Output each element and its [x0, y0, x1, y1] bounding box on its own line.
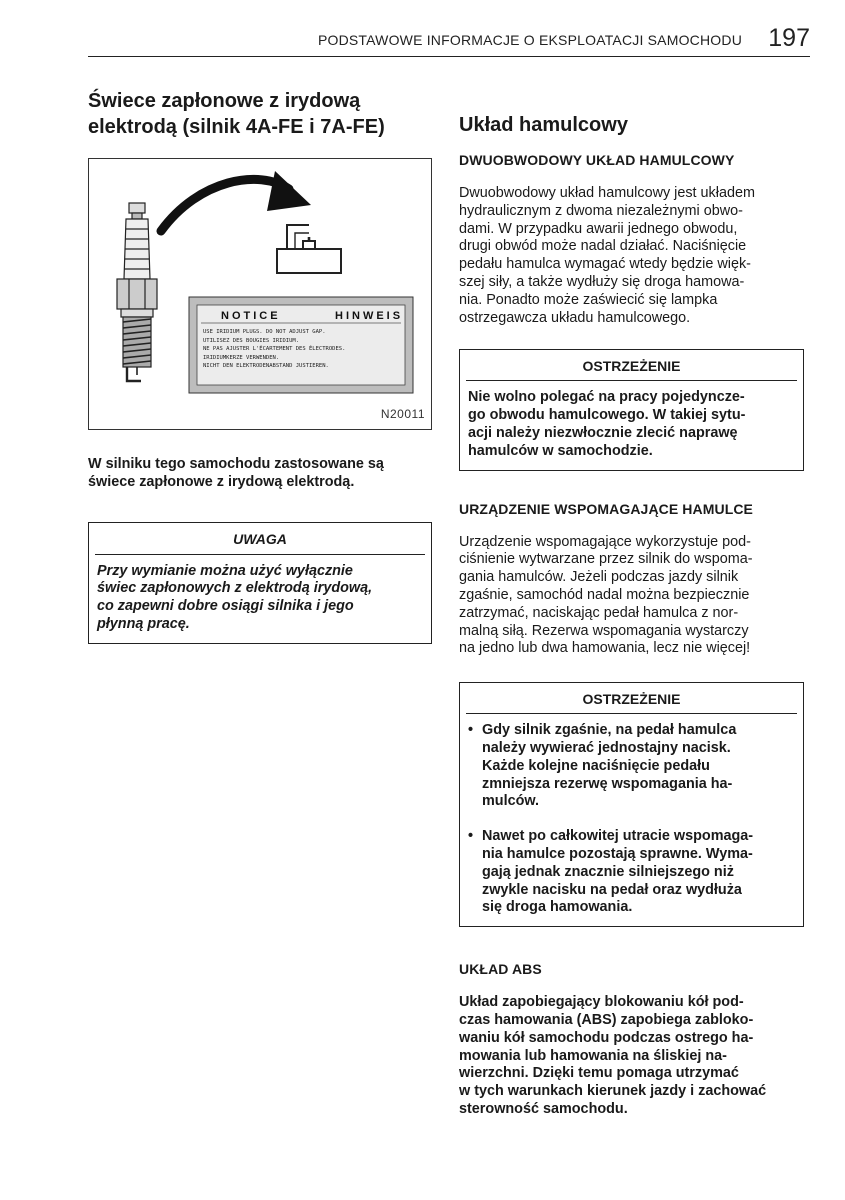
page-number: 197 [768, 24, 810, 52]
spark-plug-caption: W silniku tego samochodu zastosowane są świece zapłonowe z irydową elektrodą. [88, 456, 384, 490]
uwaga-title: UWAGA [233, 530, 287, 547]
page-header [88, 22, 810, 57]
abs-title: UKŁAD ABS [459, 961, 542, 978]
notice-label-title: NOTICE HINWEIS [221, 310, 404, 322]
brake-booster-text: Urządzenie wspomagające wykorzystuje pod- ciśnienie wytwarzane przez silnik do wspoma- gania hamulców. Jeżeli podczas jazdy silnik zgaśnie, samochód nadal można bezpiecznie zatrzymać, naciskając pedał hamulca z nor- malną siłą. Rezerwa wspomagania wystarczy na jedno lub dwa hamowania, lecz nie więcej! [459, 533, 753, 657]
bullet-icon: • [468, 722, 474, 739]
spark-plug-icon [117, 203, 157, 381]
left-column [88, 88, 432, 644]
abs-text: Układ zapobiegający blokowaniu kół pod- czas hamowania (ABS) zapobiega zabloko- waniu kół samochodu podczas ostrego ha- mowania lub hamowania na śliskiej na- wierzchni. Dzięki temu pomaga utrzymać w tych warunkach kierunek jazdy i zachować sterowność samochodu. [459, 994, 767, 1117]
spark-plug-figure [88, 158, 432, 430]
bullet-icon: • [468, 828, 474, 845]
warning-item-2: • Nawet po całkowitej utracie wspomaga- nia hamulce pozostają sprawne. Wyma- gają jednak znacznie silniejszego niż zwykle nacisku na pedał oraz wydłuża się droga hamowania. [468, 828, 754, 916]
notice-label-text: USE IRIDIUM PLUGS. DO NOT ADJUST GAP. UTILISEZ DES BOUGIES IRIDIUM. NE PAS AJUSTER L'ÉCARTEMENT DES ÉLECTRODES. IRIDIUMKERZE VERWENDEN. NICHT DEN ELEKTRODENABSTAND JUSTIEREN. [203, 329, 346, 370]
warning-box-1 [459, 349, 804, 470]
uwaga-text: Przy wymianie można użyć wyłącznie świec zapłonowych z elektrodą irydową, co zapewni dobre osiągi silnika i jego płynną pracę. [97, 562, 373, 632]
dual-circuit-text: Dwuobwodowy układ hamulcowy jest układem hydraulicznym z dwoma niezależnymi obwo- dami. W przypadku awarii jednego obwodu, drugi obwód może nadal działać. Naciśnięcie pedału hamulca wymagać wtedy będzie więk- szej siły, a także wydłuży się droga hamowa- nia. Ponadto może zaświecić się lampka ostrzegawcza układu hamulcowego. [459, 185, 755, 326]
dual-circuit-title: DWUOBWODOWY UKŁAD HAMULCOWY [459, 152, 735, 168]
uwaga-box [88, 522, 432, 644]
warning-text-1: Nie wolno polegać na pracy pojedyncze- go obwodu hamulcowego. W takiej sytu- acji należy niezwłocznie zlecić naprawę hamulców w samochodzie. [468, 389, 746, 459]
warning-title-2: OSTRZEŻENIE [582, 691, 681, 708]
brake-booster-title: URZĄDZENIE WSPOMAGAJĄCE HAMULCE [459, 500, 753, 517]
warning-box-2 [459, 682, 804, 927]
arrow-icon [161, 171, 311, 231]
right-column [459, 112, 804, 1119]
electrode-closeup-icon [277, 225, 341, 273]
spark-plug-heading: Świece zapłonowe z irydową elektrodą (silnik 4A-FE i 7A-FE) [88, 90, 385, 138]
spark-plug-illustration [89, 159, 431, 429]
warning-item-1: • Gdy silnik zgaśnie, na pedał hamulca należy wywierać jednostajny nacisk. Każde kolejne naciśnięcie pedału zmniejsza rezerwę wspomagania ha- mulców. [468, 722, 737, 810]
running-title: PODSTAWOWE INFORMACJE O EKSPLOATACJI SAMOCHODU [317, 32, 742, 48]
warning-title-1: OSTRZEŻENIE [582, 358, 681, 375]
figure-code: N20011 [380, 407, 425, 421]
brake-system-heading: Układ hamulcowy [459, 114, 628, 136]
